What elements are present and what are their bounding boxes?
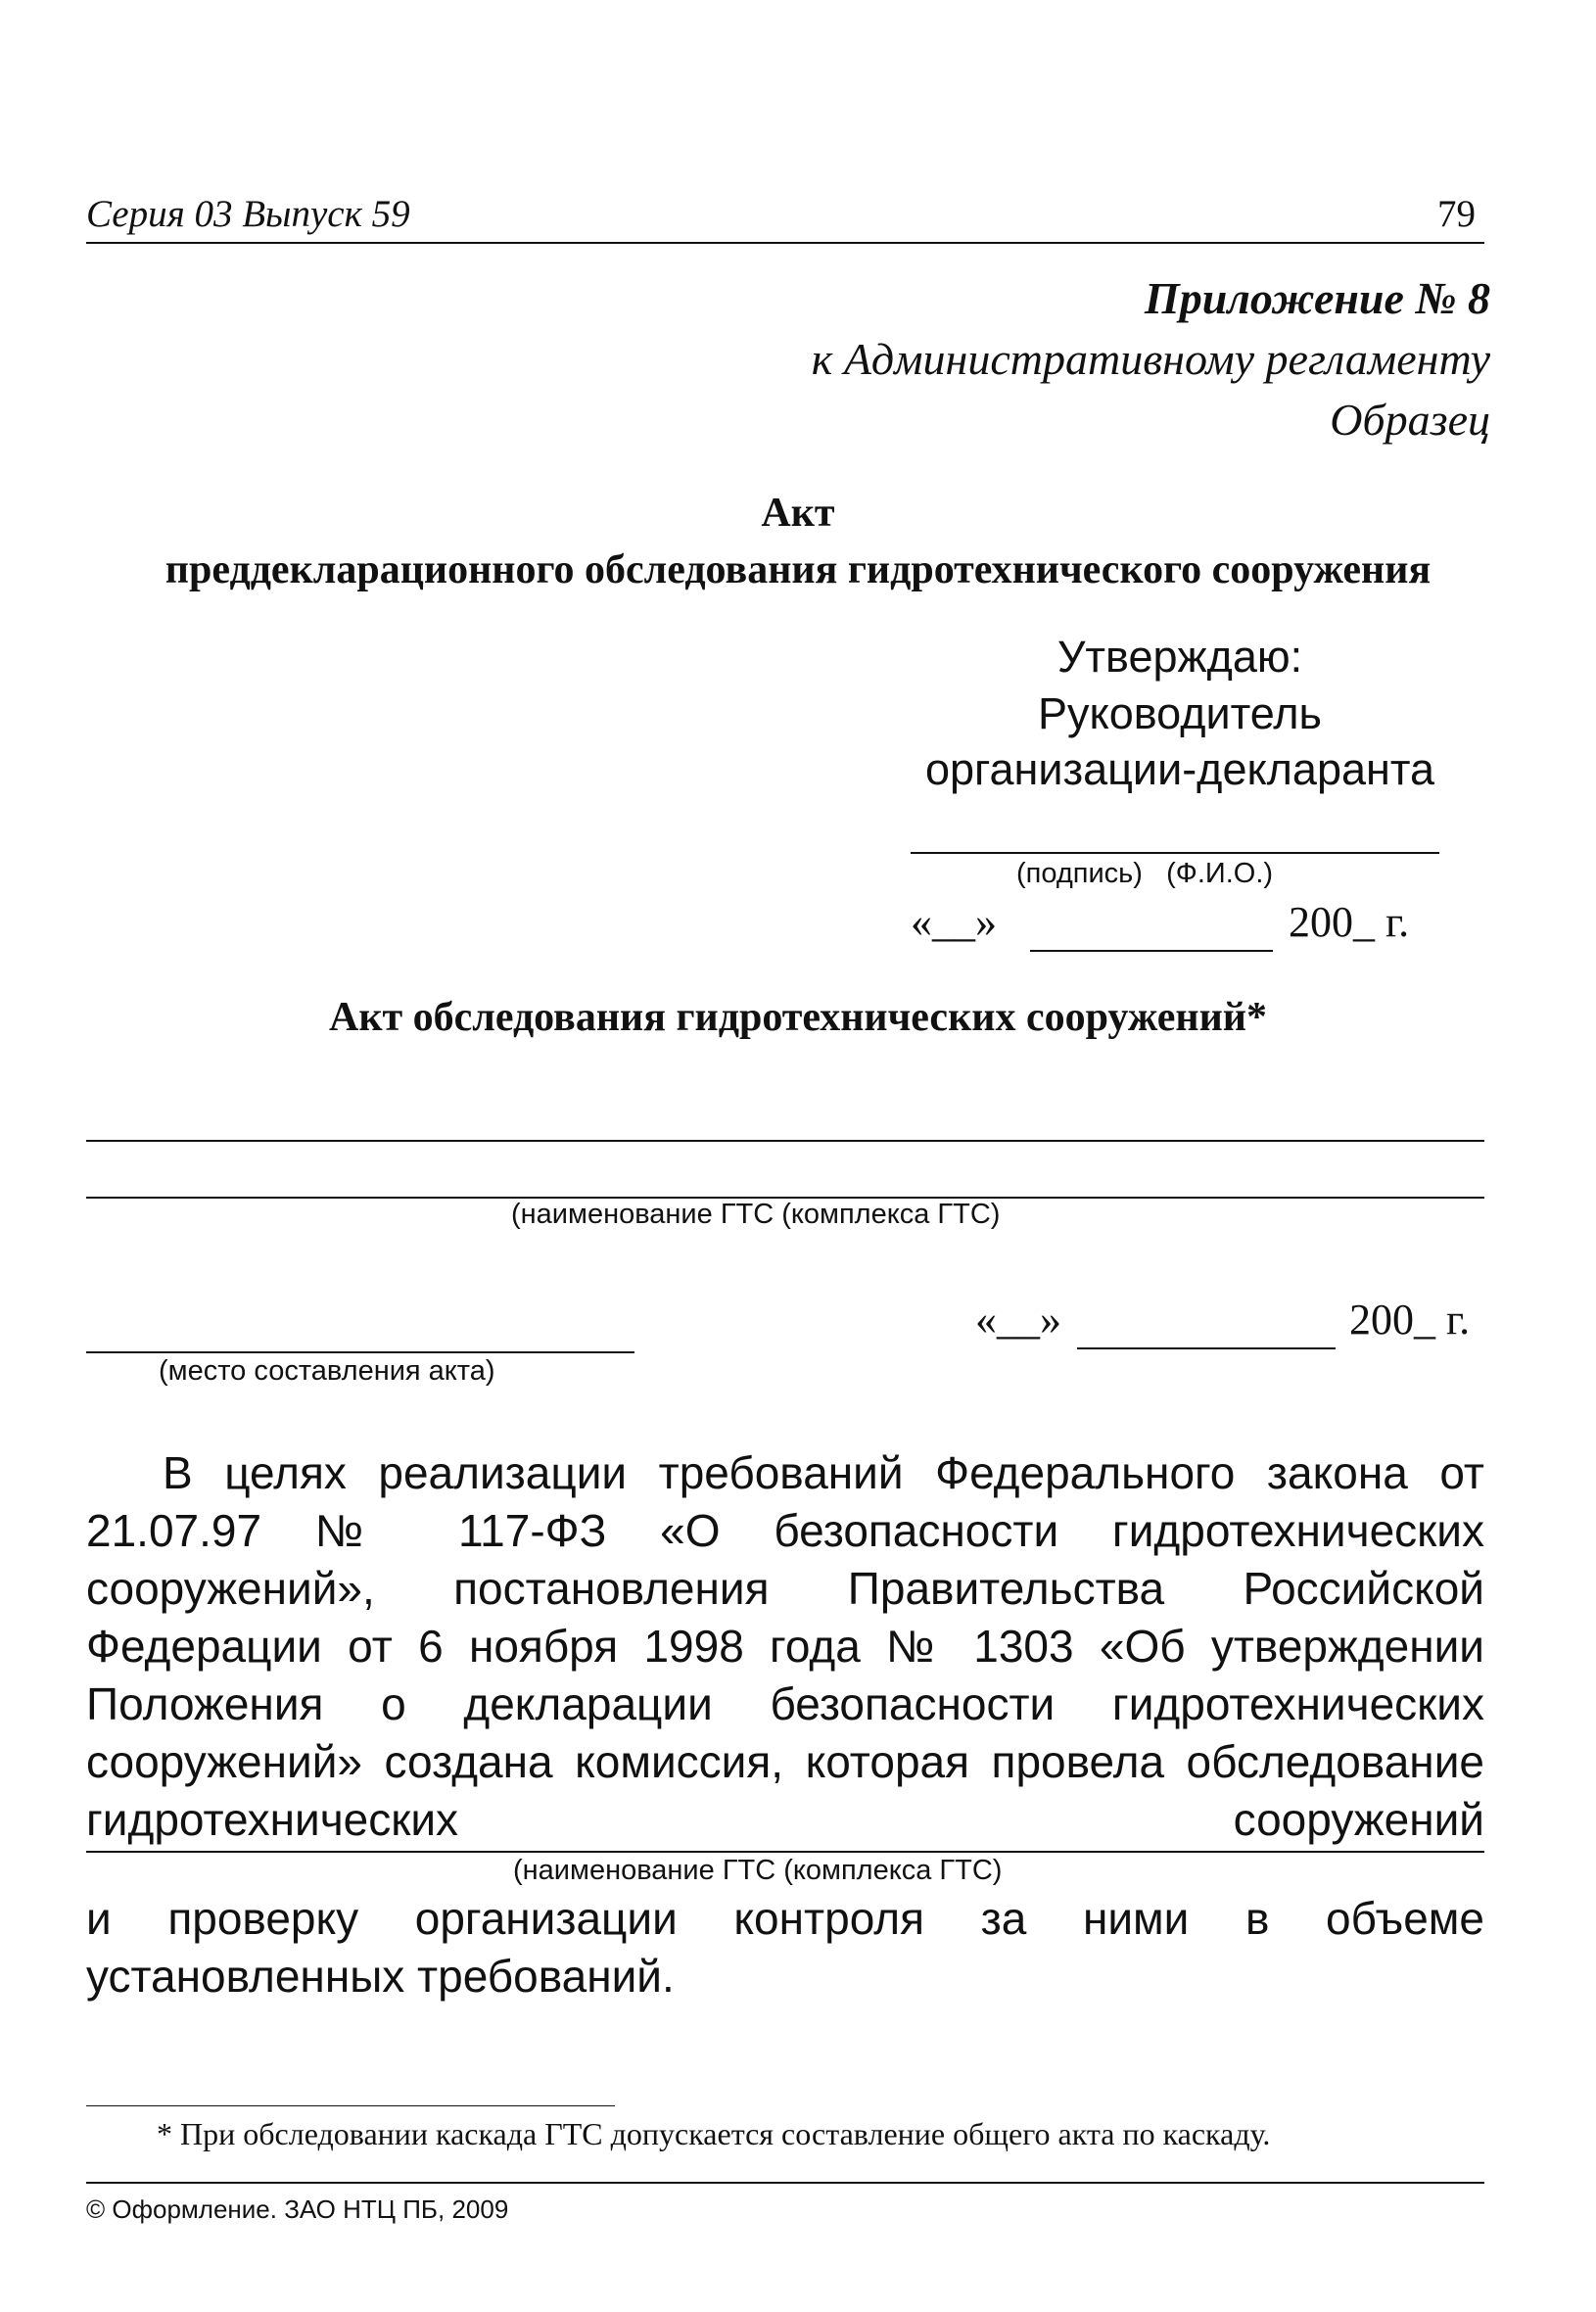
approval-position: Руководитель: [1038, 688, 1322, 738]
approval-heading: Утверждаю:: [1056, 632, 1303, 682]
page-number: 79: [1437, 193, 1476, 235]
act-date-month-line: [1077, 1347, 1336, 1349]
approval-date-year: 200_ г.: [1289, 898, 1410, 946]
body-paragraph: В целях реализации требований Федерального закона от 21.07.97 № 117-ФЗ «О безопасности гидротехнических сооружений», постановления Правительства Российской Федерации от 6 ноября 1998 года № 1303 «Об утверждении Положения о декларации безопасности гидротехнических сооружений» создана комиссия, которая провела обследование гидротехнических сооружений: [86, 1447, 1484, 1845]
running-head: Серия 03 Выпуск 59: [86, 193, 410, 235]
header-rule: [86, 242, 1484, 244]
act-date-year: 200_ г.: [1349, 1296, 1471, 1344]
copyright-notice: © Оформление. ЗАО НТЦ ПБ, 2009: [86, 2194, 509, 2224]
footer-rule: [86, 2182, 1484, 2184]
footnote: * При обследовании каскада ГТС допускается составление общего акта по каскаду.: [157, 2116, 1271, 2151]
footnote-rule: [86, 2105, 615, 2106]
appendix-title: Приложение № 8: [1144, 273, 1490, 323]
place-caption: (место составления акта): [159, 1355, 495, 1387]
signature-caption: (подпись) (Ф.И.О.): [1016, 858, 1274, 889]
approval-date-day: «__»: [911, 898, 997, 946]
gts-name-line-3: [86, 1851, 1484, 1853]
document-title-line1: Акт: [761, 491, 835, 536]
sample-label: Образец: [1330, 395, 1490, 445]
act-date-day: «__»: [975, 1296, 1061, 1344]
appendix-reference: к Административному регламенту: [811, 334, 1490, 384]
gts-name-line-1: [86, 1140, 1484, 1142]
signature-line: [911, 852, 1439, 854]
approval-organization: организации-декларанта: [925, 744, 1434, 794]
gts-name-caption-2: (наименование ГТС (комплекса ГТС): [513, 1855, 1003, 1886]
place-line: [86, 1351, 634, 1353]
document-title-line2: преддекларационного обследования гидротехнического сооружения: [164, 547, 1432, 592]
body-continuation: и проверку организации контроля за ними в объеме установленных требований.: [86, 1893, 1484, 2002]
gts-name-caption: (наименование ГТС (комплекса ГТС): [511, 1199, 1001, 1230]
approval-date-month-line: [1030, 950, 1273, 952]
section-title: Акт обследования гидротехнических сооружений*: [328, 995, 1268, 1040]
